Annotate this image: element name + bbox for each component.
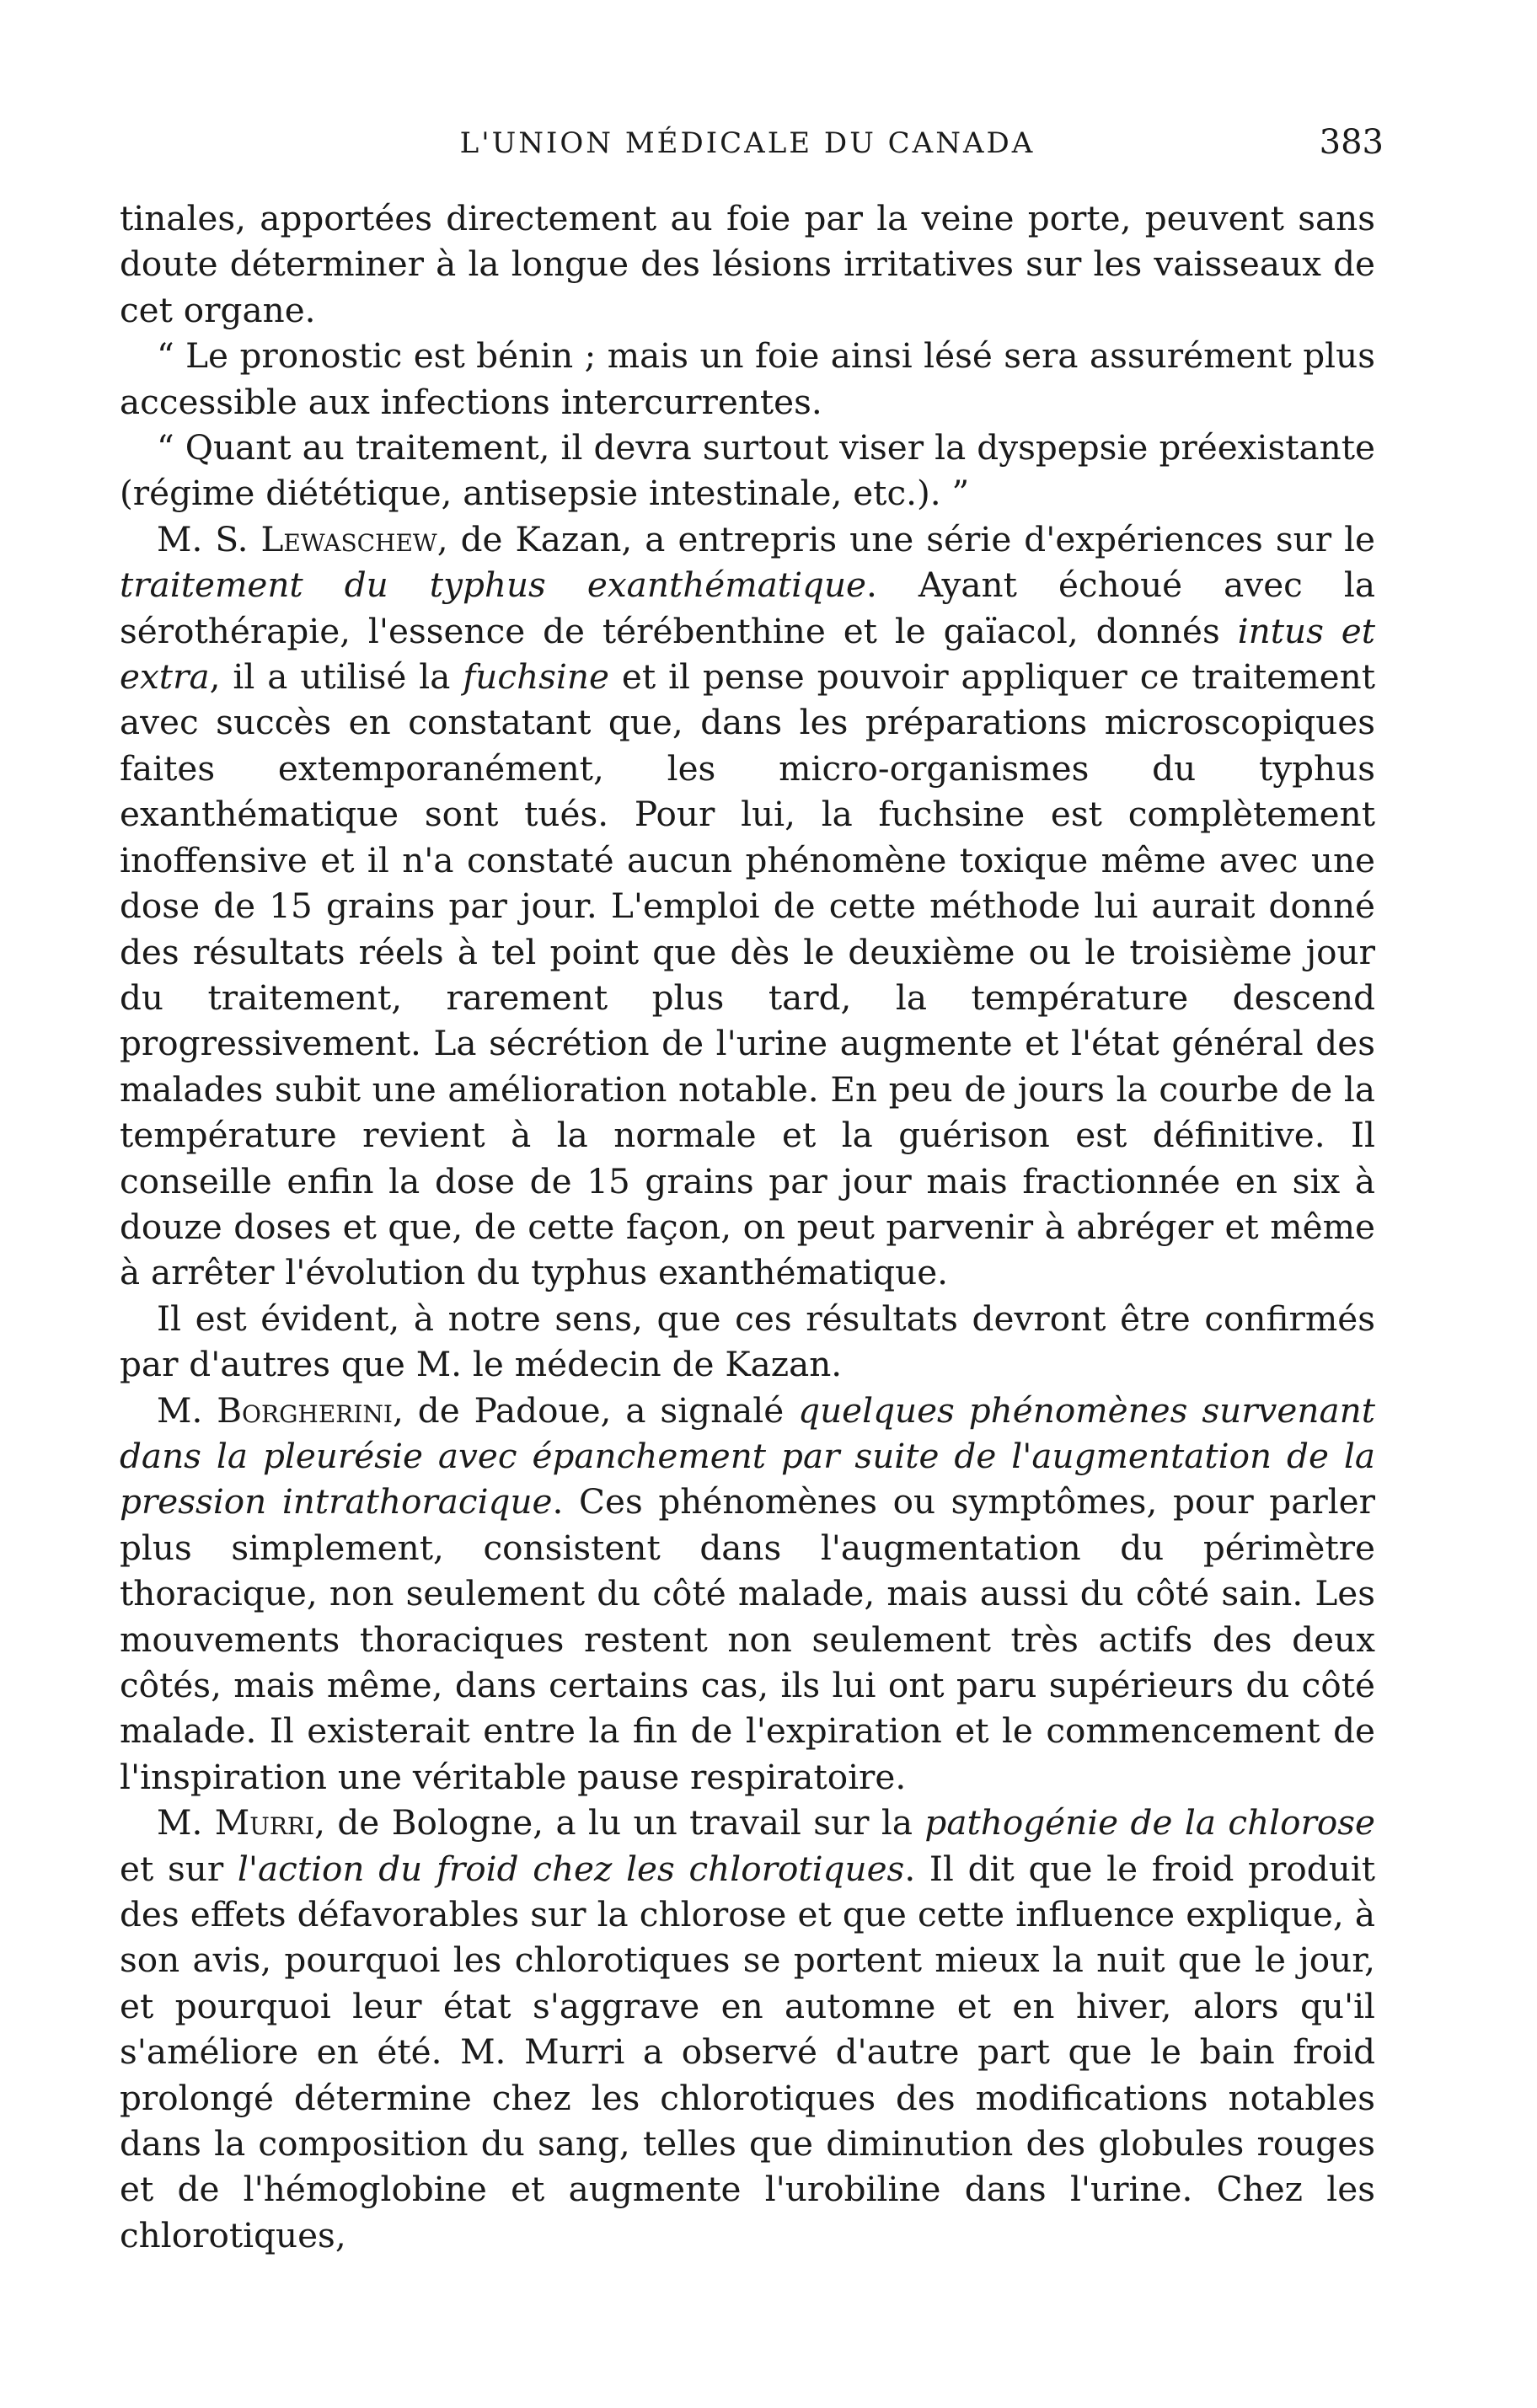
page-number: 383 [1319,123,1384,162]
author-name: Borgherini [217,1389,393,1431]
author-name: Murri [214,1802,315,1843]
paragraph-6 [120,1388,1375,1801]
p7-text-2: et sur [120,1848,238,1889]
p4-text-1: , de Kazan, a entrepris une série d'expériences sur le [436,518,1375,559]
p6-text-2: . Ces phénomènes ou symptômes, pour parler plus simplement, consistent dans l'augmentation du périmètre thoracique, non seulement du côté malade, mais aussi du côté sain. Les mouvements thoraciques restent non seulement très actifs des deux côtés, mais même, dans certains cas, ils lui ont paru supérieurs du côté malade. Il existerait entre la fin de l'expiration et le commencement de l'inspiration une véritable pause respiratoire. [120,1481,1376,1797]
running-title: L'UNION MÉDICALE DU CANADA [459,126,1036,160]
italic-term: fuchsine [463,656,609,698]
p4-text-2: . Ayant échoué avec la sérothérapie, l'essence de térébenthine et le gaïacol, donnés [120,565,1375,651]
p4-prefix: M. S. [157,518,261,559]
paragraph-4 [120,516,1375,1296]
book-page [120,118,1384,2258]
italic-phrase: intus et extra [120,610,1376,698]
author-name: Lewaschew [260,518,437,559]
p4-text-3: , il a utilisé la [209,656,463,698]
p7-text-1: , de Bologne, a lu un travail sur la [314,1802,925,1843]
paragraph-5: Il est évident, à notre sens, que ces résultats devront être confirmés par d'autres que M. le médecin de Kazan. [120,1298,1375,1385]
p6-text-1: , de Padoue, a signalé [393,1389,799,1431]
p4-text-4: et il pense pouvoir appliquer ce traitement avec succès en constatant que, dans les préparations microscopiques faites extemporanément, les micro-organismes du typhus exanthématique sont tués. Pour lui, la fuchsine est complètement inoffensive et il n'a constaté aucun phénomène toxique même avec une dose de 15 grains par jour. L'emploi de cette méthode lui aurait donné des résultats réels à tel point que dès le deuxième ou le troisième jour du traitement, rarement plus tard, la température descend progressivement. La sécrétion de l'urine augmente et l'état général des malades subit une amélioration notable. En peu de jours la courbe de la température revient à la normale et la guérison est définitive. Il conseille enfin la dose de 15 grains par jour mais fractionnée en six à douze doses et que, de cette façon, on peut parvenir à abréger et même à arrêter l'évolution du typhus exanthématique. [120,656,1375,1293]
running-head [120,118,1384,177]
p7-text-3: . Il dit que le froid produit des effets défavorables sur la chlorose et que cette influence explique, à son avis, pourquoi les chlorotiques se portent mieux la nuit que le jour, et pourquoi leur état s'aggrave en automne et en hiver, alors qu'il s'améliore en été. M. Murri a observé d'autre part que le bain froid prolongé détermine chez les chlorotiques des modifications notables dans la composition du sang, telles que diminution des globules rouges et de l'hémoglobine et augmente l'urobiline dans l'urine. Chez les chlorotiques, [120,1848,1376,2255]
italic-title: traitement du typhus exanthématique [120,565,866,606]
body-text [120,195,1375,2258]
p7-prefix: M. [157,1802,215,1843]
italic-title: quelques phénomènes survenant dans la pleurésie avec épanchement par suite de l'augmentation de la pression intrathoracique [120,1389,1375,1522]
paragraph-7 [120,1800,1375,2258]
paragraph-2: “ Le pronostic est bénin ; mais un foie ainsi lésé sera assurément plus accessible aux infections intercurrentes. [120,335,1375,422]
p6-prefix: M. [157,1389,217,1431]
italic-title: pathogénie de la chlorose [924,1802,1376,1843]
paragraph-1: tinales, apportées directement au foie par la veine porte, peuvent sans doute déterminer à la longue des lésions irritatives sur les vaisseaux de cet organe. [120,198,1375,330]
paragraph-3: “ Quant au traitement, il devra surtout viser la dyspepsie préexistante (régime diététique, antisepsie intestinale, etc.). ” [120,427,1375,514]
italic-title: l'action du froid chez les chlorotiques [237,1848,905,1889]
